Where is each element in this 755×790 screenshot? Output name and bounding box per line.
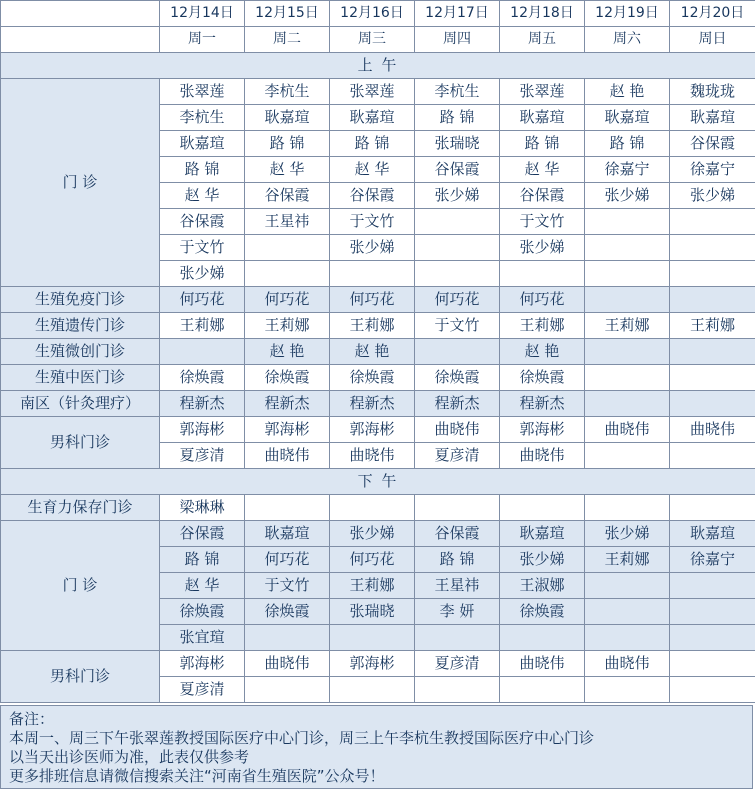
doctor-cell <box>415 235 500 261</box>
doctor-cell: 张少娣 <box>585 521 670 547</box>
date-header: 12月16日 <box>330 1 415 27</box>
doctor-cell: 路 锦 <box>500 131 585 157</box>
doctor-cell: 耿嘉瑄 <box>500 521 585 547</box>
date-header: 12月17日 <box>415 1 500 27</box>
doctor-cell: 何巧花 <box>245 287 330 313</box>
department-cell: 生殖免疫门诊 <box>1 287 160 313</box>
doctor-cell: 曲晓伟 <box>585 651 670 677</box>
doctor-cell <box>415 339 500 365</box>
doctor-cell <box>670 599 755 625</box>
table-row <box>1 313 755 339</box>
doctor-cell <box>245 261 330 287</box>
table-row <box>1 521 755 547</box>
doctor-cell: 张翠莲 <box>330 79 415 105</box>
doctor-cell: 王星祎 <box>245 209 330 235</box>
section-header: 下 午 <box>1 469 755 495</box>
doctor-cell: 魏珑珑 <box>670 79 755 105</box>
doctor-cell: 王莉娜 <box>670 313 755 339</box>
doctor-cell: 耿嘉瑄 <box>670 521 755 547</box>
doctor-cell: 于文竹 <box>160 235 245 261</box>
doctor-cell: 何巧花 <box>330 287 415 313</box>
table-row <box>1 651 755 677</box>
department-cell: 门 诊 <box>1 521 160 651</box>
doctor-cell: 赵 华 <box>245 157 330 183</box>
doctor-cell <box>415 495 500 521</box>
doctor-cell: 徐焕霞 <box>500 365 585 391</box>
table-row <box>1 417 755 443</box>
doctor-cell: 曲晓伟 <box>585 417 670 443</box>
table-row <box>1 495 755 521</box>
doctor-cell: 王莉娜 <box>585 547 670 573</box>
doctor-cell: 徐嘉宁 <box>670 547 755 573</box>
doctor-cell <box>585 391 670 417</box>
notes-line: 本周一、周三下午张翠莲教授国际医疗中心门诊，周三上午李杭生教授国际医疗中心门诊 <box>9 729 595 747</box>
doctor-cell: 谷保霞 <box>670 131 755 157</box>
doctor-cell: 于文竹 <box>245 573 330 599</box>
department-cell: 生殖遗传门诊 <box>1 313 160 339</box>
weekday-header: 周三 <box>330 27 415 53</box>
weekday-header: 周五 <box>500 27 585 53</box>
doctor-cell <box>330 677 415 703</box>
doctor-cell <box>670 287 755 313</box>
doctor-cell: 王莉娜 <box>245 313 330 339</box>
doctor-cell <box>245 235 330 261</box>
doctor-cell: 徐嘉宁 <box>585 157 670 183</box>
department-cell: 生殖中医门诊 <box>1 365 160 391</box>
doctor-cell: 程新杰 <box>245 391 330 417</box>
weekday-header: 周二 <box>245 27 330 53</box>
doctor-cell: 张少娣 <box>330 235 415 261</box>
doctor-cell: 耿嘉瑄 <box>670 105 755 131</box>
department-cell: 门 诊 <box>1 79 160 287</box>
doctor-cell <box>160 339 245 365</box>
weekday-header: 周一 <box>160 27 245 53</box>
doctor-cell: 王莉娜 <box>330 573 415 599</box>
doctor-cell <box>670 391 755 417</box>
doctor-cell: 路 锦 <box>585 131 670 157</box>
doctor-cell: 程新杰 <box>500 391 585 417</box>
doctor-cell: 李杭生 <box>160 105 245 131</box>
doctor-cell: 张瑞晓 <box>415 131 500 157</box>
doctor-cell: 张少娣 <box>500 547 585 573</box>
date-header: 12月18日 <box>500 1 585 27</box>
doctor-cell: 路 锦 <box>160 157 245 183</box>
doctor-cell: 路 锦 <box>245 131 330 157</box>
doctor-cell: 赵 华 <box>160 573 245 599</box>
doctor-cell: 王星祎 <box>415 573 500 599</box>
doctor-cell: 夏彦清 <box>160 443 245 469</box>
doctor-cell: 何巧花 <box>245 547 330 573</box>
doctor-cell: 夏彦清 <box>415 443 500 469</box>
doctor-cell: 谷保霞 <box>160 521 245 547</box>
doctor-cell: 徐焕霞 <box>160 365 245 391</box>
doctor-cell <box>670 365 755 391</box>
doctor-cell: 曲晓伟 <box>500 651 585 677</box>
doctor-cell <box>245 495 330 521</box>
doctor-cell: 耿嘉瑄 <box>160 131 245 157</box>
doctor-cell <box>670 235 755 261</box>
doctor-cell: 张少娣 <box>160 261 245 287</box>
doctor-cell <box>585 365 670 391</box>
date-header: 12月14日 <box>160 1 245 27</box>
doctor-cell: 郭海彬 <box>160 651 245 677</box>
doctor-cell: 曲晓伟 <box>245 443 330 469</box>
doctor-cell: 徐焕霞 <box>500 599 585 625</box>
doctor-cell <box>585 339 670 365</box>
doctor-cell: 程新杰 <box>330 391 415 417</box>
doctor-cell: 于文竹 <box>415 313 500 339</box>
doctor-cell <box>585 287 670 313</box>
corner-cell <box>1 27 160 53</box>
notes-line: 以当天出诊医师为准，此表仅供参考 <box>9 748 250 766</box>
doctor-cell: 曲晓伟 <box>500 443 585 469</box>
doctor-cell: 徐焕霞 <box>245 365 330 391</box>
weekday-header: 周六 <box>585 27 670 53</box>
doctor-cell <box>670 651 755 677</box>
doctor-cell: 赵 艳 <box>585 79 670 105</box>
doctor-cell: 路 锦 <box>160 547 245 573</box>
notes-title: 备注： <box>9 710 55 728</box>
table-row <box>1 365 755 391</box>
doctor-cell: 郭海彬 <box>160 417 245 443</box>
doctor-cell <box>500 261 585 287</box>
department-cell: 生殖微创门诊 <box>1 339 160 365</box>
weekday-header: 周四 <box>415 27 500 53</box>
doctor-cell: 张瑞晓 <box>330 599 415 625</box>
doctor-cell: 徐焕霞 <box>415 365 500 391</box>
doctor-cell <box>415 209 500 235</box>
doctor-cell: 耿嘉瑄 <box>585 105 670 131</box>
doctor-cell: 张翠莲 <box>500 79 585 105</box>
doctor-cell: 夏彦清 <box>160 677 245 703</box>
doctor-cell: 曲晓伟 <box>245 651 330 677</box>
doctor-cell: 王莉娜 <box>585 313 670 339</box>
table-row <box>1 79 755 105</box>
doctor-cell: 曲晓伟 <box>330 443 415 469</box>
date-header: 12月15日 <box>245 1 330 27</box>
doctor-cell: 程新杰 <box>415 391 500 417</box>
doctor-cell: 耿嘉瑄 <box>330 105 415 131</box>
doctor-cell <box>500 677 585 703</box>
doctor-cell <box>415 261 500 287</box>
department-cell: 南区（针灸理疗） <box>1 391 160 417</box>
doctor-cell <box>330 261 415 287</box>
doctor-cell: 郭海彬 <box>330 417 415 443</box>
doctor-cell: 张宜瑄 <box>160 625 245 651</box>
table-row <box>1 287 755 313</box>
doctor-cell: 赵 艳 <box>245 339 330 365</box>
doctor-cell: 谷保霞 <box>415 157 500 183</box>
doctor-cell: 徐焕霞 <box>245 599 330 625</box>
doctor-cell: 谷保霞 <box>415 521 500 547</box>
doctor-cell <box>415 625 500 651</box>
doctor-cell: 李杭生 <box>245 79 330 105</box>
doctor-cell: 郭海彬 <box>330 651 415 677</box>
department-cell: 生育力保存门诊 <box>1 495 160 521</box>
doctor-cell <box>670 495 755 521</box>
doctor-cell: 谷保霞 <box>245 183 330 209</box>
doctor-cell <box>330 495 415 521</box>
doctor-cell: 耿嘉瑄 <box>500 105 585 131</box>
doctor-cell: 赵 艳 <box>330 339 415 365</box>
table-row <box>1 339 755 365</box>
doctor-cell <box>670 625 755 651</box>
doctor-cell <box>670 209 755 235</box>
doctor-cell <box>585 599 670 625</box>
doctor-cell: 于文竹 <box>330 209 415 235</box>
doctor-cell: 谷保霞 <box>500 183 585 209</box>
notes-line: 更多排班信息请微信搜索关注“河南省生殖医院”公众号！ <box>9 767 385 785</box>
department-cell: 男科门诊 <box>1 651 160 703</box>
doctor-cell: 路 锦 <box>415 547 500 573</box>
doctor-cell: 曲晓伟 <box>670 417 755 443</box>
department-cell: 男科门诊 <box>1 417 160 469</box>
doctor-cell <box>245 677 330 703</box>
date-header: 12月19日 <box>585 1 670 27</box>
doctor-cell: 梁琳琳 <box>160 495 245 521</box>
doctor-cell <box>330 625 415 651</box>
doctor-cell: 何巧花 <box>160 287 245 313</box>
notes-box <box>0 705 753 789</box>
doctor-cell <box>585 261 670 287</box>
doctor-cell: 赵 华 <box>160 183 245 209</box>
doctor-cell: 耿嘉瑄 <box>245 105 330 131</box>
doctor-cell <box>585 443 670 469</box>
doctor-cell: 张少娣 <box>585 183 670 209</box>
doctor-cell: 张少娣 <box>670 183 755 209</box>
doctor-cell: 赵 艳 <box>500 339 585 365</box>
doctor-cell: 王莉娜 <box>160 313 245 339</box>
doctor-cell <box>585 495 670 521</box>
doctor-cell <box>585 573 670 599</box>
doctor-cell <box>585 625 670 651</box>
doctor-cell: 王莉娜 <box>330 313 415 339</box>
doctor-cell: 耿嘉瑄 <box>245 521 330 547</box>
doctor-cell: 曲晓伟 <box>415 417 500 443</box>
doctor-cell: 于文竹 <box>500 209 585 235</box>
doctor-cell: 张翠莲 <box>160 79 245 105</box>
doctor-cell: 路 锦 <box>330 131 415 157</box>
corner-cell <box>1 1 160 27</box>
doctor-cell: 徐嘉宁 <box>670 157 755 183</box>
doctor-cell: 夏彦清 <box>415 651 500 677</box>
doctor-cell: 张少娣 <box>415 183 500 209</box>
doctor-cell: 赵 华 <box>330 157 415 183</box>
section-header: 上 午 <box>1 53 755 79</box>
date-header: 12月20日 <box>670 1 755 27</box>
doctor-cell: 李杭生 <box>415 79 500 105</box>
weekday-header: 周日 <box>670 27 755 53</box>
table-row <box>1 391 755 417</box>
doctor-cell: 徐焕霞 <box>160 599 245 625</box>
doctor-cell <box>500 495 585 521</box>
doctor-cell <box>585 235 670 261</box>
doctor-cell: 王莉娜 <box>500 313 585 339</box>
doctor-cell <box>585 209 670 235</box>
doctor-cell: 程新杰 <box>160 391 245 417</box>
doctor-cell: 李 妍 <box>415 599 500 625</box>
doctor-cell <box>415 677 500 703</box>
doctor-cell: 路 锦 <box>415 105 500 131</box>
doctor-cell: 何巧花 <box>330 547 415 573</box>
doctor-cell <box>585 677 670 703</box>
doctor-cell: 徐焕霞 <box>330 365 415 391</box>
doctor-cell: 何巧花 <box>500 287 585 313</box>
doctor-cell: 郭海彬 <box>245 417 330 443</box>
doctor-cell <box>245 625 330 651</box>
doctor-cell: 张少娣 <box>330 521 415 547</box>
doctor-cell: 何巧花 <box>415 287 500 313</box>
doctor-cell <box>670 677 755 703</box>
doctor-cell: 谷保霞 <box>330 183 415 209</box>
doctor-cell: 谷保霞 <box>160 209 245 235</box>
doctor-cell: 赵 华 <box>500 157 585 183</box>
doctor-cell <box>670 339 755 365</box>
doctor-cell <box>500 625 585 651</box>
doctor-cell <box>670 573 755 599</box>
doctor-cell: 张少娣 <box>500 235 585 261</box>
doctor-cell: 郭海彬 <box>500 417 585 443</box>
doctor-cell <box>670 443 755 469</box>
doctor-cell: 王淑娜 <box>500 573 585 599</box>
doctor-cell <box>670 261 755 287</box>
